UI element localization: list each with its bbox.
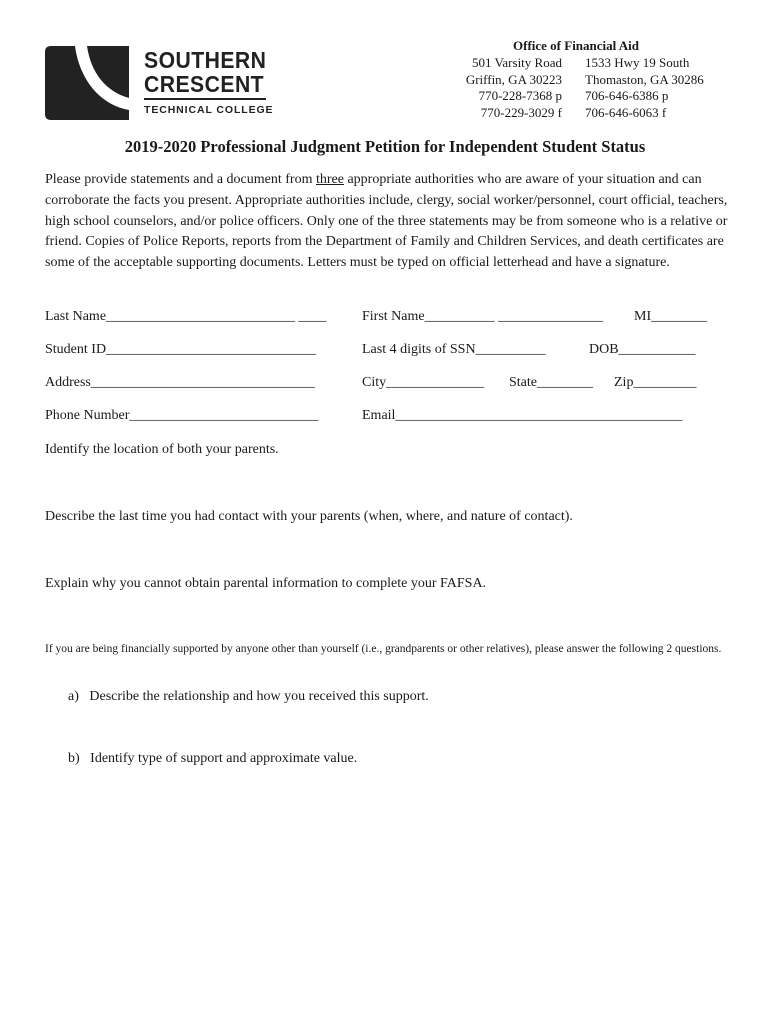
zip-field[interactable]: Zip_________ xyxy=(614,375,697,390)
page-title: 2019-2020 Professional Judgment Petition for Independent Student Status xyxy=(124,137,646,156)
logo-text-technical-college: TECHNICAL COLLEGE xyxy=(144,104,274,116)
last-name-field[interactable]: Last Name___________________________ ____ xyxy=(45,309,327,324)
ssn-last4-field[interactable]: Last 4 digits of SSN__________ xyxy=(362,342,546,357)
thomaston-phone: 706-646-6386 p xyxy=(585,88,669,103)
question-last-contact: Describe the last time you had contact with your parents (when, where, and nature of contact). xyxy=(45,509,573,524)
first-name-field[interactable]: First Name__________ _______________ xyxy=(362,309,604,324)
thomaston-city: Thomaston, GA 30286 xyxy=(585,71,704,87)
question-parents-location: Identify the location of both your parents. xyxy=(45,442,279,457)
griffin-fax: 770-229-3029 f xyxy=(480,104,562,120)
financial-support-note: If you are being financially supported by anyone other than yourself (i.e., grandparents or other relatives), please answer the following 2 questions. xyxy=(45,643,722,655)
logo-text-crescent: CRESCENT xyxy=(144,71,265,97)
thomaston-fax: 706-646-6063 f xyxy=(585,104,667,120)
logo-text-southern: SOUTHERN xyxy=(144,47,267,73)
logo-divider xyxy=(144,98,266,100)
state-field[interactable]: State________ xyxy=(509,375,593,390)
question-b-support-type: b) Identify type of support and approximate value. xyxy=(68,751,358,766)
college-logo-mark xyxy=(45,46,129,120)
middle-initial-field[interactable]: MI________ xyxy=(634,309,708,324)
intro-paragraph xyxy=(45,170,735,274)
student-id-field[interactable]: Student ID______________________________ xyxy=(45,342,317,357)
city-field[interactable]: City______________ xyxy=(362,375,485,390)
thomaston-street: 1533 Hwy 19 South xyxy=(585,55,690,70)
email-field[interactable]: Email_________________________________________ xyxy=(362,408,683,423)
thomaston-address-block xyxy=(585,55,704,121)
intro-text-end: appropriate authorities who are aware of your situation and can corroborate the facts you present. Appropriate authorities include, clergy, social worker/personnel, court official, teachers, high school counselors, and/or police officers. Only one of the three statements may be from someone who is a relative or friend. Copies of Police Reports, reports from the Department of Family and Children Services, and death certificates are some of the acceptable supporting documents. Letters must be typed on official letterhead and have a signature. xyxy=(45,172,728,271)
phone-number-field[interactable]: Phone Number___________________________ xyxy=(45,408,319,423)
griffin-city: Griffin, GA 30223 xyxy=(465,71,562,87)
intro-text-underlined: three xyxy=(315,172,344,187)
griffin-street: 501 Varsity Road xyxy=(471,55,562,70)
question-a-relationship: a) Describe the relationship and how you received this support. xyxy=(68,689,429,704)
question-why-no-parental-info: Explain why you cannot obtain parental information to complete your FAFSA. xyxy=(45,576,487,591)
griffin-address-block xyxy=(458,55,562,121)
intro-text-start: Please provide statements and a document from xyxy=(45,172,316,187)
dob-field[interactable]: DOB___________ xyxy=(589,342,696,357)
address-field[interactable]: Address________________________________ xyxy=(45,375,315,390)
griffin-phone: 770-228-7368 p xyxy=(478,88,562,103)
college-logo xyxy=(45,46,274,120)
office-title: Office of Financial Aid xyxy=(513,38,640,53)
